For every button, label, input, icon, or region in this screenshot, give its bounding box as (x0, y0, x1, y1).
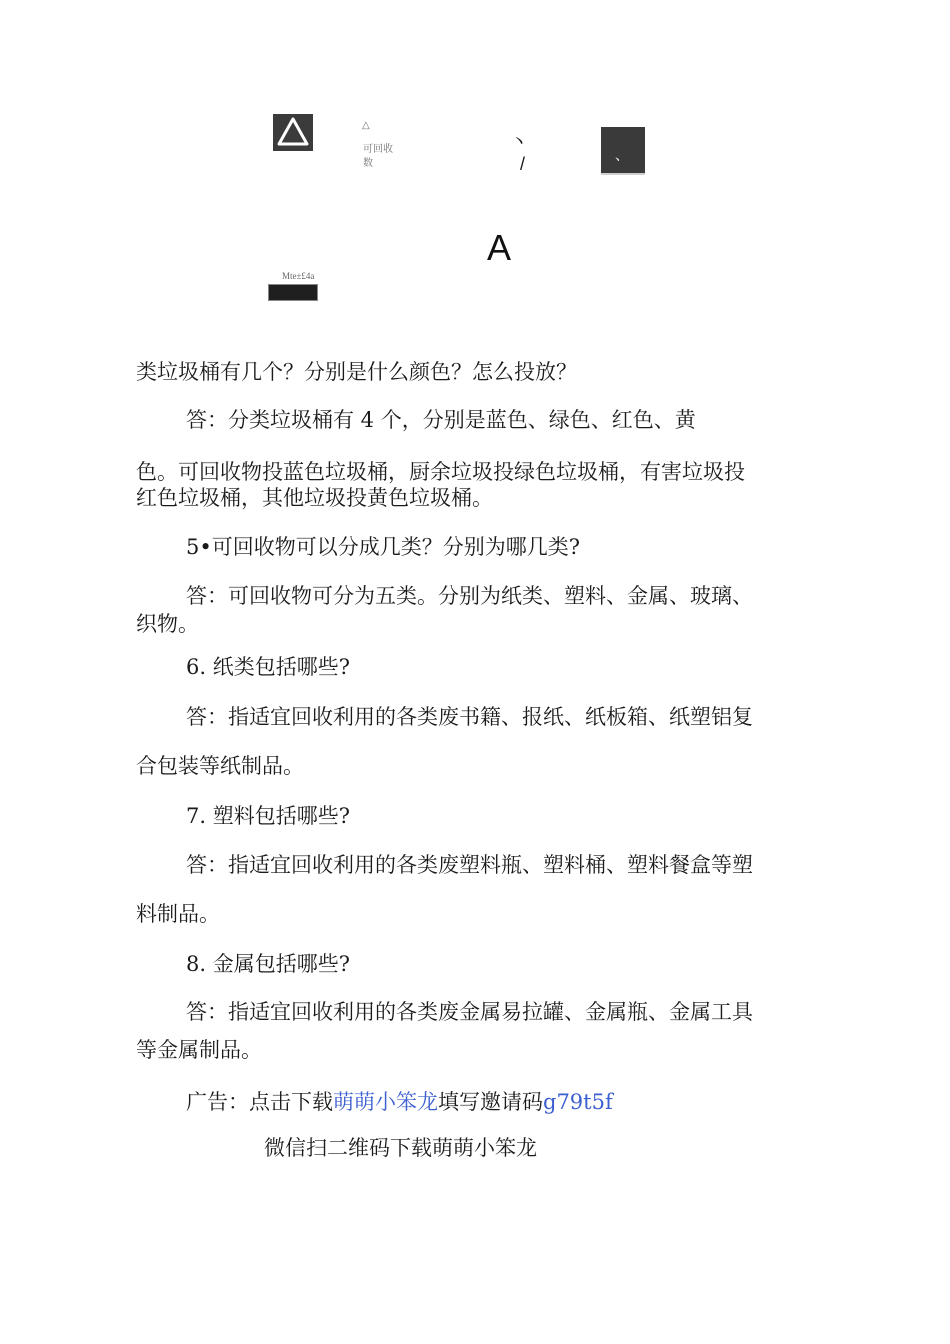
q8-answer-line2: 等金属制品。 (136, 1038, 262, 1062)
q4-answer-line1: 答：分类垃圾桶有 4 个，分别是蓝色、绿色、红色、黄 (186, 408, 696, 432)
ad-middle: 填写邀请码 (438, 1090, 543, 1114)
recycle-icon (273, 114, 313, 151)
q4-answer-line2: 色。可回收物投蓝色垃圾桶，厨余垃圾投绿色垃圾桶，有害垃圾投 (136, 460, 745, 484)
q4-question: 类垃圾桶有几个？分别是什么颜色？怎么投放？ (136, 360, 577, 384)
q5-answer-line1: 答：可回收物可分为五类。分别为纸类、塑料、金属、玻璃、 (186, 584, 753, 608)
q5-question: 5•可回收物可以分成几类？分别为哪几类? (186, 535, 581, 559)
dark-bar-image (268, 284, 318, 301)
q8-question: 8. 金属包括哪些? (186, 952, 350, 976)
q6-answer-line1: 答：指适宜回收利用的各类废书籍、报纸、纸板箱、纸塑铝复 (186, 705, 753, 729)
bar-caption: Mte±£4a (282, 271, 315, 281)
q7-question: 7. 塑料包括哪些? (186, 804, 350, 828)
ad-invite-code[interactable]: g79t5f (543, 1090, 613, 1114)
q4-answer-line3: 红色垃圾桶，其他垃圾投黄色垃圾桶。 (136, 486, 493, 510)
ad-line (186, 1088, 613, 1116)
q6-answer-line2: 合包装等纸制品。 (136, 754, 304, 778)
stroke-mark-1: 丶 (510, 132, 528, 153)
stroke-mark-2: / (520, 154, 526, 174)
big-letter: A (487, 227, 512, 268)
dark-box-mark: 、 (615, 148, 629, 164)
q8-answer-line1: 答：指适宜回收利用的各类废金属易拉罐、金属瓶、金属工具 (186, 1000, 753, 1024)
ad-prefix: 广告：点击下载 (186, 1090, 333, 1114)
q7-answer-line1: 答：指适宜回收利用的各类废塑料瓶、塑料桶、塑料餐盒等塑 (186, 853, 753, 877)
q5-answer-line2: 织物。 (136, 612, 199, 636)
small-label-line2: 数 (363, 158, 373, 169)
q7-answer-line2: 料制品。 (136, 902, 220, 926)
ad-app-link[interactable]: 萌萌小笨龙 (333, 1090, 438, 1114)
dark-box-image (601, 127, 645, 175)
q6-question: 6. 纸类包括哪些? (186, 655, 350, 679)
small-triangle-glyph: △ (362, 120, 370, 131)
small-label-line1: 可回收 (363, 144, 393, 155)
ad-wechat-line: 微信扫二维码下载萌萌小笨龙 (264, 1136, 537, 1160)
